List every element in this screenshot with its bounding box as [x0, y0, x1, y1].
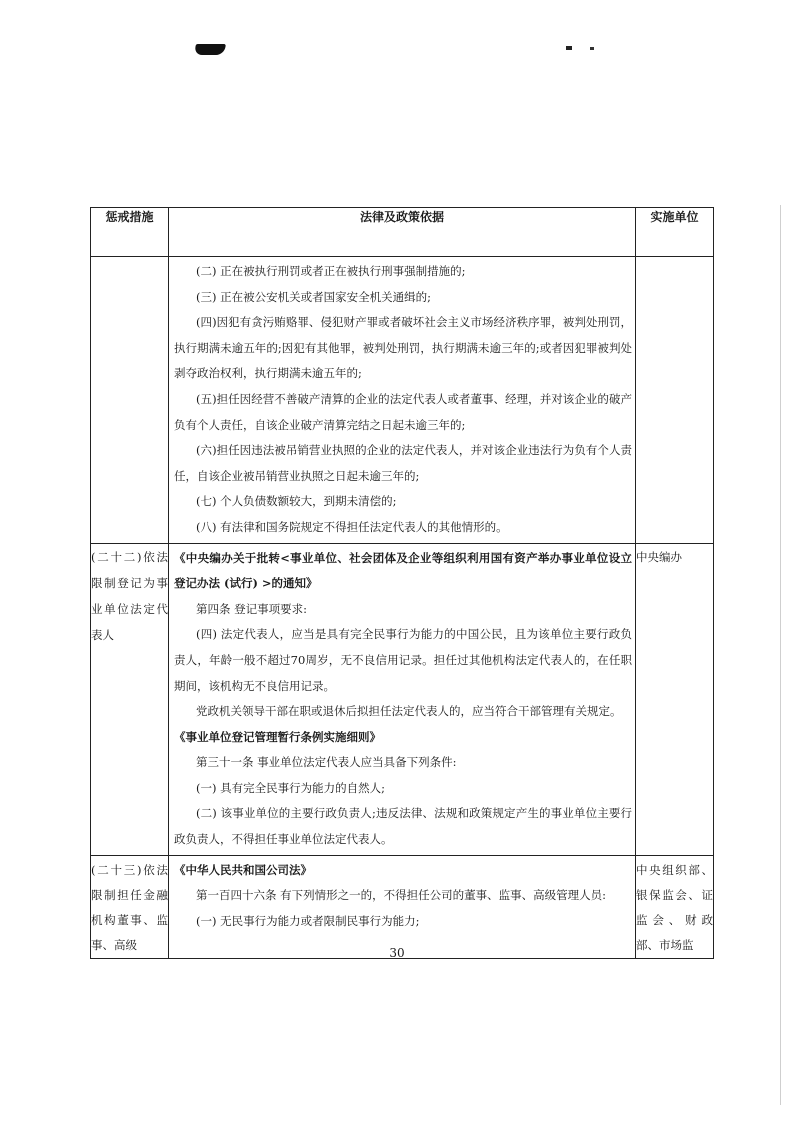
legal-paragraph: 第三十一条 事业单位法定代表人应当具备下列条件:: [196, 755, 457, 770]
unit-cell: 中央组织部、银保监会、证监会、财政部、市场监: [636, 855, 714, 958]
law-title: 《中华人民共和国公司法》: [174, 862, 312, 877]
table-header-row: [91, 208, 714, 257]
legal-paragraph: (八) 有法律和国务院规定不得担任法定代表人的其他情形的。: [196, 519, 508, 534]
table-row: [91, 543, 714, 855]
measure-cell: (二十二)依法限制登记为事业单位法定代表人: [91, 543, 169, 855]
legal-basis-cell: [169, 543, 636, 855]
legal-paragraph: (一) 无民事行为能力或者限制民事行为能力;: [196, 913, 420, 928]
header-legal-basis: 法律及政策依据: [169, 208, 636, 257]
page-number: 30: [389, 946, 405, 960]
legal-paragraph: 党政机关领导干部在职或退休后拟担任法定代表人的，应当符合干部管理有关规定。: [196, 704, 622, 719]
scan-artifact: [566, 46, 572, 50]
measure-cell: (二十三)依法限制担任金融机构董事、监事、高级: [91, 855, 169, 958]
legal-paragraph: (五)担任因经营不善破产清算的企业的法定代表人或者董事、经理，并对该企业的破产负有个人责任，自该企业破产清算完结之日起未逾三年的;: [174, 391, 632, 432]
legal-paragraph: (四) 法定代表人，应当是具有完全民事行为能力的中国公民，且为该单位主要行政负责人，年龄一般不超过70周岁，无不良信用记录。担任过其他机构法定代表人的，在任职期间，该机构无不良信用记录。: [174, 627, 632, 693]
legal-paragraph: (一) 具有完全民事行为能力的自然人;: [196, 780, 386, 795]
scan-edge-line: [780, 205, 781, 1105]
measures-table: [90, 207, 714, 959]
measure-cell: [91, 257, 169, 544]
header-measure: 惩戒措施: [91, 208, 169, 257]
law-title: 《中央编办关于批转<事业单位、社会团体及企业等组织利用国有资产举办事业单位设立登记办法 (试行) >的通知》: [174, 550, 632, 591]
table-row: [91, 855, 714, 958]
legal-basis-cell: [169, 855, 636, 958]
legal-paragraph: (四)因犯有贪污贿赂罪、侵犯财产罪或者破坏社会主义市场经济秩序罪，被判处刑罚，执行期满未逾五年的;因犯有其他罪，被判处刑罚，执行期满未逾三年的;或者因犯罪被判处剥夺政治权利，执行期满未逾五年的;: [174, 315, 632, 381]
legal-paragraph: 第一百四十六条 有下列情形之一的，不得担任公司的董事、监事、高级管理人员:: [196, 888, 607, 903]
table-row: [91, 257, 714, 544]
unit-cell: 中央编办: [636, 543, 714, 855]
legal-paragraph: 第四条 登记事项要求:: [196, 601, 308, 616]
header-unit: 实施单位: [636, 208, 714, 257]
legal-basis-cell: [169, 257, 636, 544]
scan-artifact: [590, 47, 594, 50]
unit-cell: [636, 257, 714, 544]
legal-paragraph: (二) 该事业单位的主要行政负责人;违反法律、法规和政策规定产生的事业单位主要行政负责人，不得担任事业单位法定代表人。: [174, 806, 632, 847]
legal-paragraph: (六)担任因违法被吊销营业执照的企业的法定代表人，并对该企业违法行为负有个人责任，自该企业被吊销营业执照之日起未逾三年的;: [174, 443, 632, 483]
law-title: 《事业单位登记管理暂行条例实施细则》: [174, 729, 381, 744]
legal-paragraph: (三) 正在被公安机关或者国家安全机关通缉的;: [196, 289, 432, 304]
legal-paragraph: (二) 正在被执行刑罚或者正在被执行刑事强制措施的;: [196, 264, 466, 278]
scan-artifact: [194, 44, 226, 55]
legal-paragraph: (七) 个人负债数额较大，到期未清偿的;: [196, 494, 397, 509]
